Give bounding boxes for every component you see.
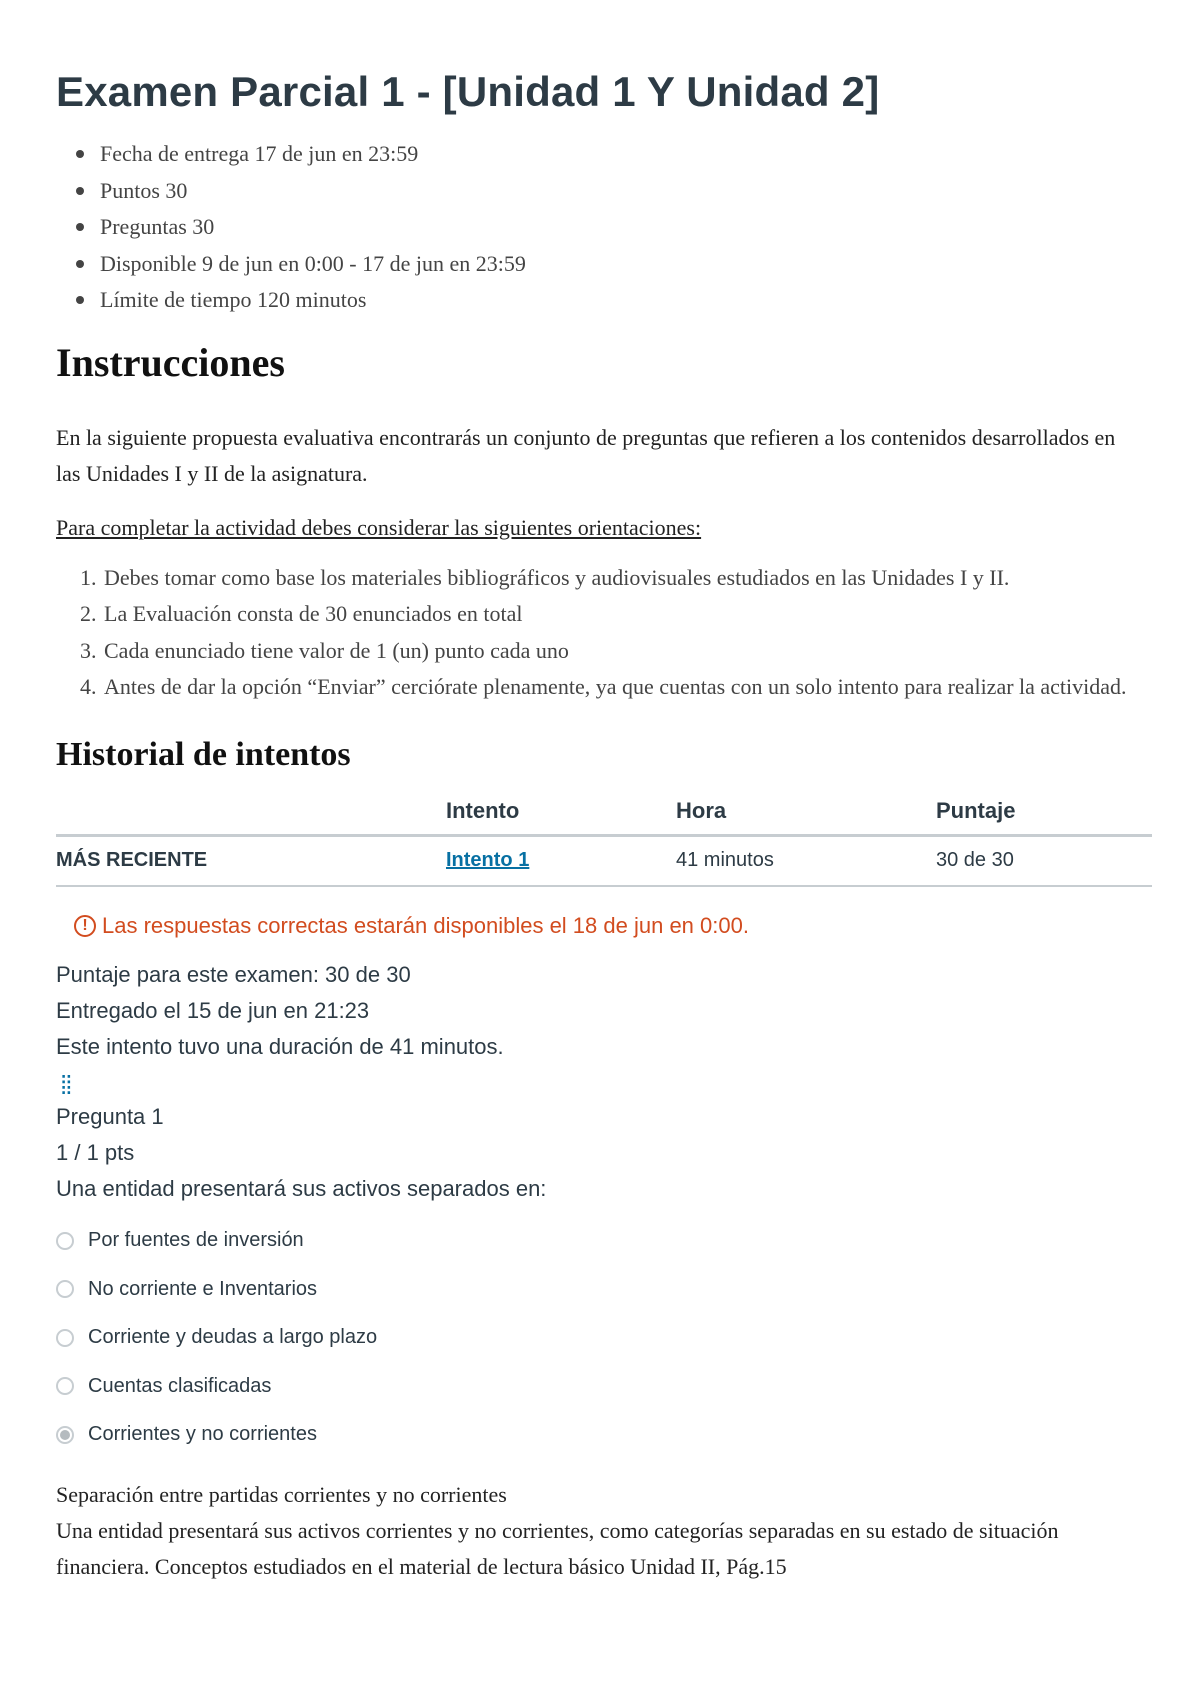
column-header-score: Puntaje <box>936 798 1152 836</box>
answer-feedback <box>56 1477 1136 1585</box>
column-header-attempt: Intento <box>446 798 676 836</box>
page-title: Examen Parcial 1 - [Unidad 1 Y Unidad 2] <box>56 68 880 115</box>
summary-duration: Este intento tuvo una duración de 41 minutos. <box>56 1033 504 1059</box>
instructions-intro: En la siguiente propuesta evaluativa encontrarás un conjunto de preguntas que refieren a los contenidos desarrollados en las Unidades I y II de la asignatura. <box>56 424 1116 486</box>
answer-option[interactable] <box>56 1265 1144 1314</box>
column-header-time: Hora <box>676 798 936 836</box>
meta-questions: Preguntas 30 <box>76 209 1144 246</box>
answer-option[interactable] <box>56 1217 1144 1266</box>
answer-option[interactable] <box>56 1362 1144 1411</box>
attempt-summary <box>56 957 1144 1065</box>
answer-label: Corrientes y no corrientes <box>88 1423 317 1446</box>
attempts-table <box>56 798 1152 887</box>
attempt-time: 41 minutos <box>676 835 936 886</box>
meta-available: Disponible 9 de jun en 0:00 - 17 de jun en 23:59 <box>76 246 1144 283</box>
answers-availability-notice <box>74 913 1144 939</box>
meta-due-date: Fecha de entrega 17 de jun en 23:59 <box>76 136 1144 173</box>
warning-icon: ! <box>74 915 96 937</box>
notice-text: Las respuestas correctas estarán disponibles el 18 de jun en 0:00. <box>102 912 749 938</box>
feedback-title: Separación entre partidas corrientes y no corrientes <box>56 1482 507 1507</box>
quiz-meta-list <box>56 136 1144 319</box>
attempt-score: 30 de 30 <box>936 835 1152 886</box>
radio-selected-icon[interactable] <box>56 1426 74 1444</box>
instruction-step: 3. Cada enunciado tiene valor de 1 (un) punto cada uno <box>102 633 1144 670</box>
attempt-link[interactable]: Intento 1 <box>446 849 530 871</box>
question-points: 1 / 1 pts <box>56 1139 135 1165</box>
question-number: Pregunta 1 <box>56 1103 164 1129</box>
table-row <box>56 835 1152 886</box>
radio-icon[interactable] <box>56 1377 74 1395</box>
meta-points: Puntos 30 <box>76 173 1144 210</box>
answer-label: Cuentas clasificadas <box>88 1374 272 1397</box>
radio-icon[interactable] <box>56 1280 74 1298</box>
instruction-step: 1. Debes tomar como base los materiales bibliográficos y audiovisuales estudiados en las Unidades I y II. <box>102 560 1144 597</box>
instruction-step: 4. Antes de dar la opción “Enviar” cerciórate plenamente, ya que cuentas con un solo intento para realizar la actividad. <box>102 669 1144 706</box>
feedback-text: Una entidad presentará sus activos corrientes y no corrientes, como categorías separadas en su estado de situación financiera. Conceptos estudiados en el material de lectura básico Unidad II, Pág.15 <box>56 1518 1059 1579</box>
summary-submitted: Entregado el 15 de jun en 21:23 <box>56 997 370 1023</box>
drag-handle-icon[interactable]: ⁞⁞ <box>60 1069 71 1100</box>
radio-icon[interactable] <box>56 1232 74 1250</box>
answer-label: Corriente y deudas a largo plazo <box>88 1326 378 1349</box>
answer-list <box>56 1217 1144 1460</box>
answer-option-selected[interactable] <box>56 1411 1144 1460</box>
orientations-label: Para completar la actividad debes considerar las siguientes orientaciones: <box>56 514 702 540</box>
answer-label: No corriente e Inventarios <box>88 1277 318 1300</box>
summary-score: Puntaje para este examen: 30 de 30 <box>56 961 411 987</box>
answer-option[interactable] <box>56 1314 1144 1363</box>
instructions-heading: Instrucciones <box>56 339 285 385</box>
meta-time-limit: Límite de tiempo 120 minutos <box>76 282 1144 319</box>
attempts-header-row <box>56 798 1152 836</box>
instruction-step: 2. La Evaluación consta de 30 enunciados en total <box>102 596 1144 633</box>
history-heading: Historial de intentos <box>56 735 351 773</box>
attempt-recency-label: MÁS RECIENTE <box>56 835 446 886</box>
attempt-cell <box>446 835 676 886</box>
question-header <box>56 1099 1144 1207</box>
answer-label: Por fuentes de inversión <box>88 1229 304 1252</box>
question-text: Una entidad presentará sus activos separados en: <box>56 1175 547 1201</box>
column-header-label <box>56 798 446 836</box>
instructions-steps <box>56 560 1144 706</box>
radio-icon[interactable] <box>56 1329 74 1347</box>
